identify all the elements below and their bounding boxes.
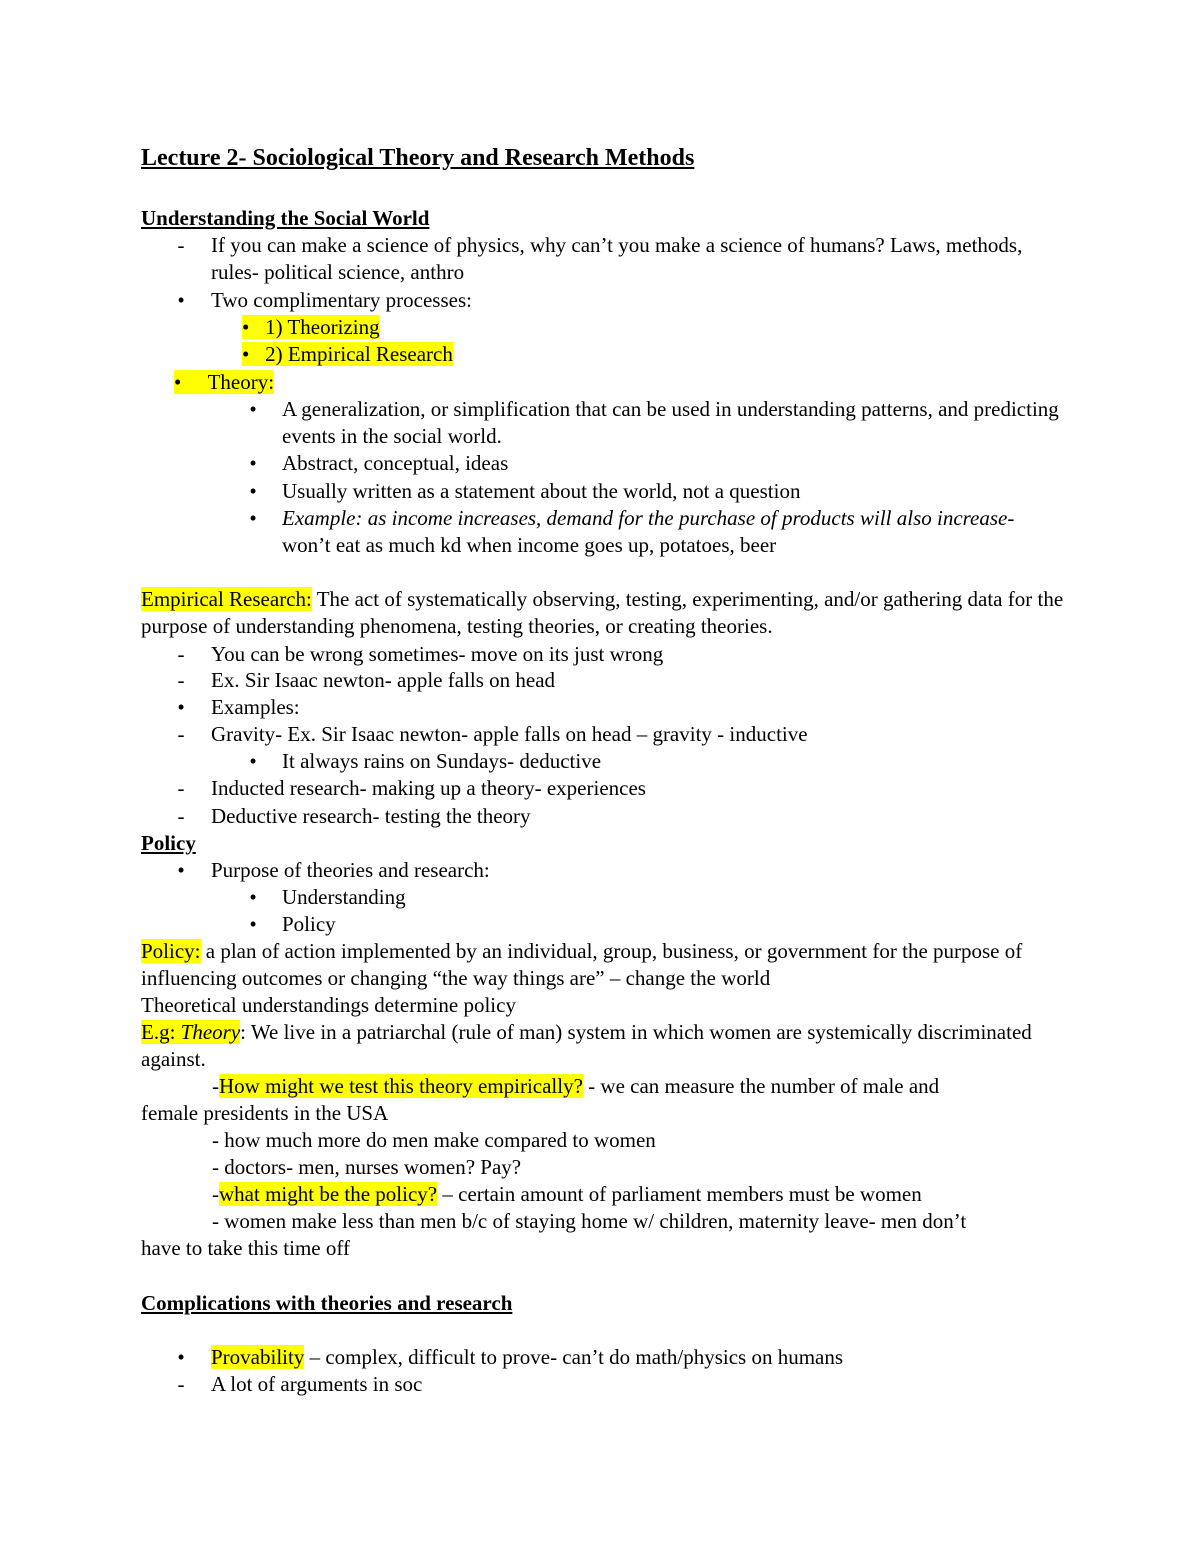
question-answer: - we can measure the number of male and [582, 1074, 940, 1098]
bullet-marker: • [249, 885, 257, 909]
list-item-text: Understanding [282, 885, 406, 909]
eg-label: E.g: [141, 1020, 176, 1044]
bullet-marker: • [249, 397, 257, 421]
list-item-text: 1) Theorizing [265, 315, 380, 339]
list-item-text: Inducted research- making up a theory- experiences [211, 776, 646, 800]
bullet-marker: • [249, 912, 257, 936]
empirical-research-definition [141, 586, 1066, 640]
highlighted-item [174, 369, 274, 396]
example-italic: Example: as income increases, demand for the purchase of products will also increase [282, 506, 1008, 530]
bullet-marker: • [249, 506, 257, 530]
highlight [174, 370, 274, 394]
list-item-text: A generalization, or simplification that can be used in understanding patterns, and predicting events in the social world. [282, 397, 1059, 448]
section-heading-policy: Policy [141, 831, 196, 855]
bullet-marker: • [249, 451, 257, 475]
question-line [212, 1073, 939, 1100]
list-item-text: A lot of arguments in soc [211, 1372, 423, 1396]
bullet-marker: • [174, 370, 182, 394]
question-continuation: have to take this time off [141, 1236, 350, 1260]
policy-definition [141, 938, 1066, 992]
question-line: - how much more do men make compared to women [212, 1128, 656, 1152]
list-item-text [282, 505, 1060, 559]
list-item-text: Purpose of theories and research: [211, 858, 490, 882]
highlight [242, 315, 380, 339]
list-item-text: Usually written as a statement about the world, not a question [282, 479, 801, 503]
bullet-marker: • [177, 858, 185, 882]
term-policy: Policy: [141, 939, 201, 963]
example-rest: - won’t eat as much kd when income goes up, potatoes, beer [282, 506, 1015, 557]
page-title: Lecture 2- Sociological Theory and Research Methods [141, 145, 695, 171]
question-answer: – certain amount of parliament members must be women [437, 1182, 922, 1206]
dash-marker: - [177, 233, 185, 257]
dash-marker: - [177, 804, 185, 828]
list-item-text [211, 1344, 1060, 1371]
list-item-text: Deductive research- testing the theory [211, 804, 531, 828]
theoretical-line: Theoretical understandings determine policy [141, 993, 516, 1017]
list-item-text: Ex. Sir Isaac newton- apple falls on head [211, 668, 556, 692]
eg-text: : We live in a patriarchal (rule of man) system in which women are systemically discriminated against. [141, 1020, 1032, 1071]
list-item-text: It always rains on Sundays- deductive [282, 749, 602, 773]
bullet-marker: • [242, 315, 250, 339]
bullet-marker: • [177, 695, 185, 719]
question-line: - women make less than men b/c of staying home w/ children, maternity leave- men don’t [212, 1209, 967, 1233]
list-item-text: Abstract, conceptual, ideas [282, 451, 509, 475]
highlight [242, 342, 453, 366]
eg-highlight [141, 1020, 240, 1044]
highlighted-item [242, 341, 453, 368]
question-highlight: How might we test this theory empirically? [219, 1074, 583, 1098]
definition-text: The act of systematically observing, testing, experimenting, and/or gathering data for the purpose of understanding phenomena, testing theories, or creating theories. [141, 587, 1064, 638]
question-continuation: female presidents in the USA [141, 1101, 389, 1125]
dash-marker: - [177, 722, 185, 746]
dash-marker: - [212, 1182, 219, 1206]
question-line [212, 1181, 922, 1208]
eg-theory: Theory [180, 1020, 241, 1044]
dash-marker: - [177, 776, 185, 800]
highlighted-item [242, 314, 380, 341]
list-item-text: Gravity- Ex. Sir Isaac newton- apple falls on head – gravity - inductive [211, 722, 808, 746]
dash-marker: - [177, 1372, 185, 1396]
bullet-marker: • [177, 288, 185, 312]
list-item-text: You can be wrong sometimes- move on its just wrong [211, 642, 664, 666]
dash-marker: - [177, 668, 185, 692]
term-empirical-research: Empirical Research: [141, 587, 312, 611]
provability-text: – complex, difficult to prove- can’t do math/physics on humans [304, 1345, 844, 1369]
bullet-marker: • [249, 749, 257, 773]
example-paragraph [141, 1019, 1066, 1073]
bullet-marker: • [177, 1345, 185, 1369]
question-line: - doctors- men, nurses women? Pay? [212, 1155, 522, 1179]
list-item-text: Theory: [207, 370, 275, 394]
section-heading-complications: Complications with theories and research [141, 1291, 513, 1315]
term-provability: Provability [211, 1345, 305, 1369]
dash-marker: - [212, 1074, 219, 1098]
list-item-text: Two complimentary processes: [211, 288, 472, 312]
list-item-text: If you can make a science of physics, why can’t you make a science of humans? Laws, methods, rules- political science, anthro [211, 233, 1023, 284]
bullet-marker: • [242, 342, 250, 366]
list-item-text: 2) Empirical Research [265, 342, 453, 366]
bullet-marker: • [249, 479, 257, 503]
list-item-text: Policy [282, 912, 336, 936]
question-highlight: what might be the policy? [219, 1182, 438, 1206]
definition-text: a plan of action implemented by an individual, group, business, or government for the purpose of influencing outcomes or changing “the way things are” – change the world [141, 939, 1023, 990]
dash-marker: - [177, 642, 185, 666]
list-item-text: Examples: [211, 695, 300, 719]
section-heading-social-world: Understanding the Social World [141, 206, 430, 230]
